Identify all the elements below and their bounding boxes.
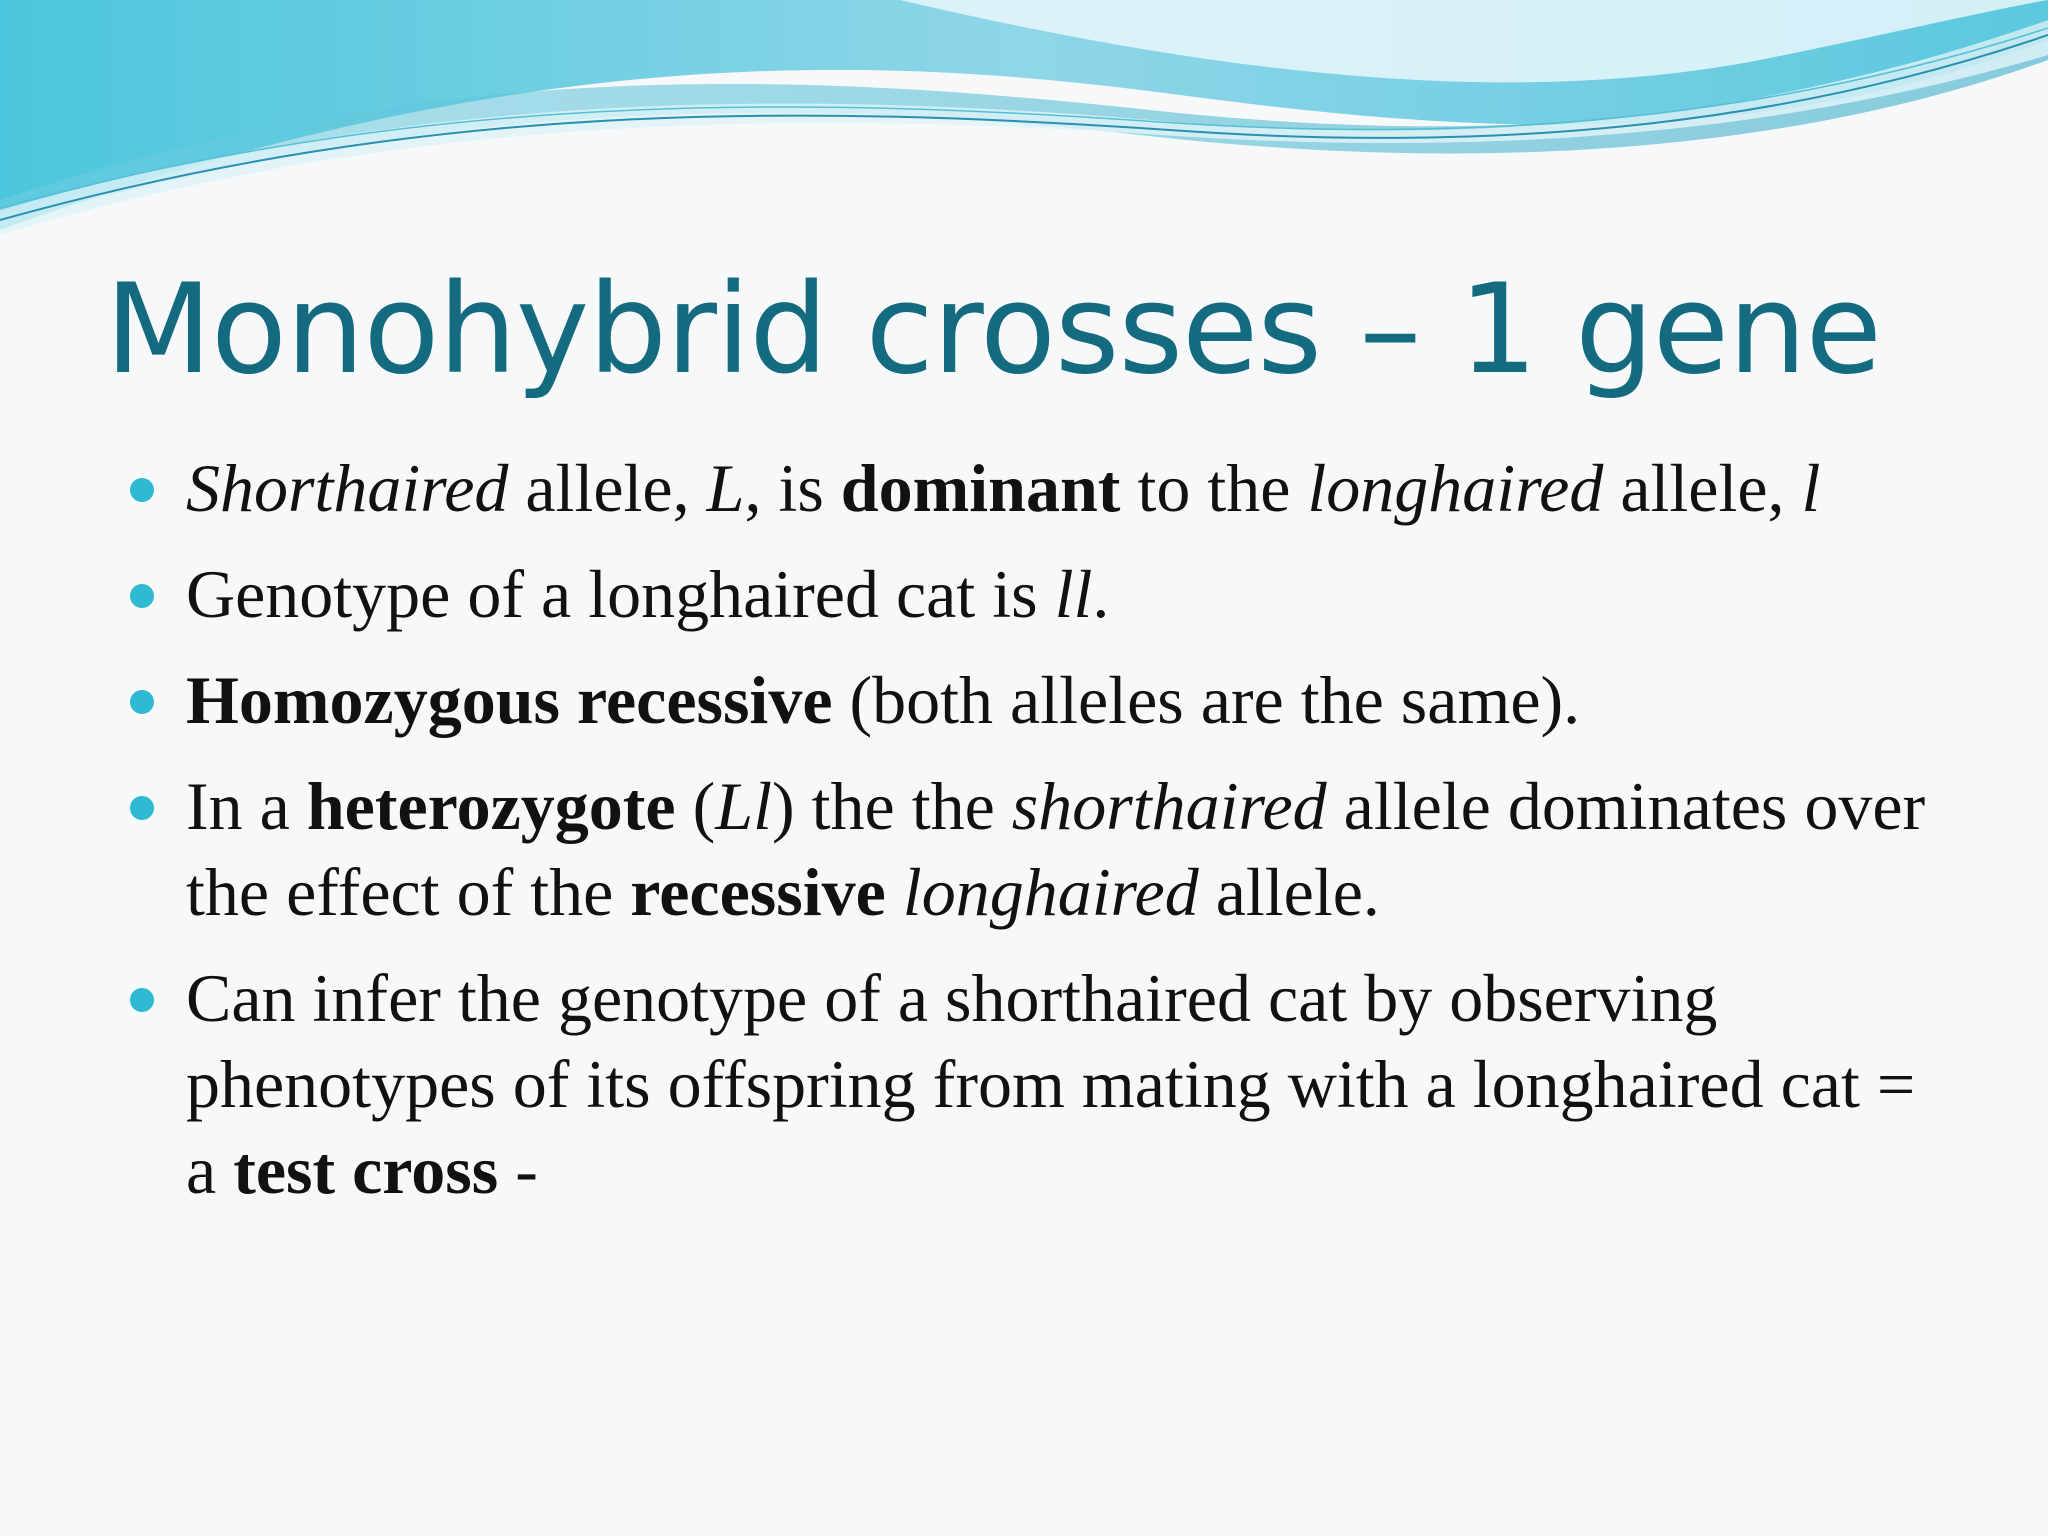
bullet-text-run: (: [675, 768, 716, 844]
bullet-text-run: ll: [1054, 556, 1093, 632]
bullet-dot-icon: [130, 796, 154, 820]
bullet-text-run: dominant: [840, 450, 1121, 526]
bullet-text-run: l: [1801, 450, 1821, 526]
bullet-text-run: Can infer the genotype of a shorthaired cat by observing phenotypes of its offspring from mating with a longhaired cat = a: [186, 960, 1916, 1208]
bullet-text-run: allele,: [508, 450, 707, 526]
bullet-item: [130, 763, 1930, 935]
bullet-text-run: test cross: [233, 1132, 499, 1208]
slide-title: Monohybrid crosses – 1 gene: [105, 258, 1881, 402]
bullet-item: [130, 445, 1930, 531]
bullet-text-run: .: [1092, 556, 1110, 632]
bullet-text-run: In a: [186, 768, 307, 844]
wave-header-decoration: [0, 0, 2048, 240]
bullet-text-run: allele,: [1603, 450, 1802, 526]
bullet-text-run: allele.: [1198, 854, 1380, 930]
bullet-text-run: Homozygous recessive: [186, 662, 833, 738]
bullet-text-run: shorthaired: [1011, 768, 1327, 844]
bullet-text-run: longhaired: [1307, 450, 1604, 526]
bullet-text-run: (both alleles are the same).: [832, 662, 1581, 738]
bullet-text-run: Ll: [715, 768, 772, 844]
bullet-text-run: recessive: [630, 854, 886, 930]
bullet-text-run: longhaired: [902, 854, 1199, 930]
bullet-text-run: ) the the: [772, 768, 1012, 844]
bullet-dot-icon: [130, 478, 154, 502]
bullet-item: [130, 657, 1930, 743]
bullet-list: [130, 445, 1930, 1233]
bullet-text-run: Shorthaired: [186, 450, 509, 526]
bullet-dot-icon: [130, 690, 154, 714]
bullet-text-run: , is: [744, 450, 841, 526]
bullet-item: [130, 551, 1930, 637]
bullet-text-run: heterozygote: [306, 768, 676, 844]
bullet-text-run: to the: [1120, 450, 1308, 526]
bullet-dot-icon: [130, 988, 154, 1012]
bullet-text-run: Genotype of a longhaired cat is: [186, 556, 1055, 632]
bullet-text-run: [886, 854, 903, 930]
bullet-text-run: allele dominates over the effect of the: [186, 768, 1926, 930]
bullet-text-run: -: [498, 1132, 538, 1208]
bullet-text-run: L: [706, 450, 745, 526]
bullet-item: [130, 955, 1930, 1213]
bullet-dot-icon: [130, 584, 154, 608]
